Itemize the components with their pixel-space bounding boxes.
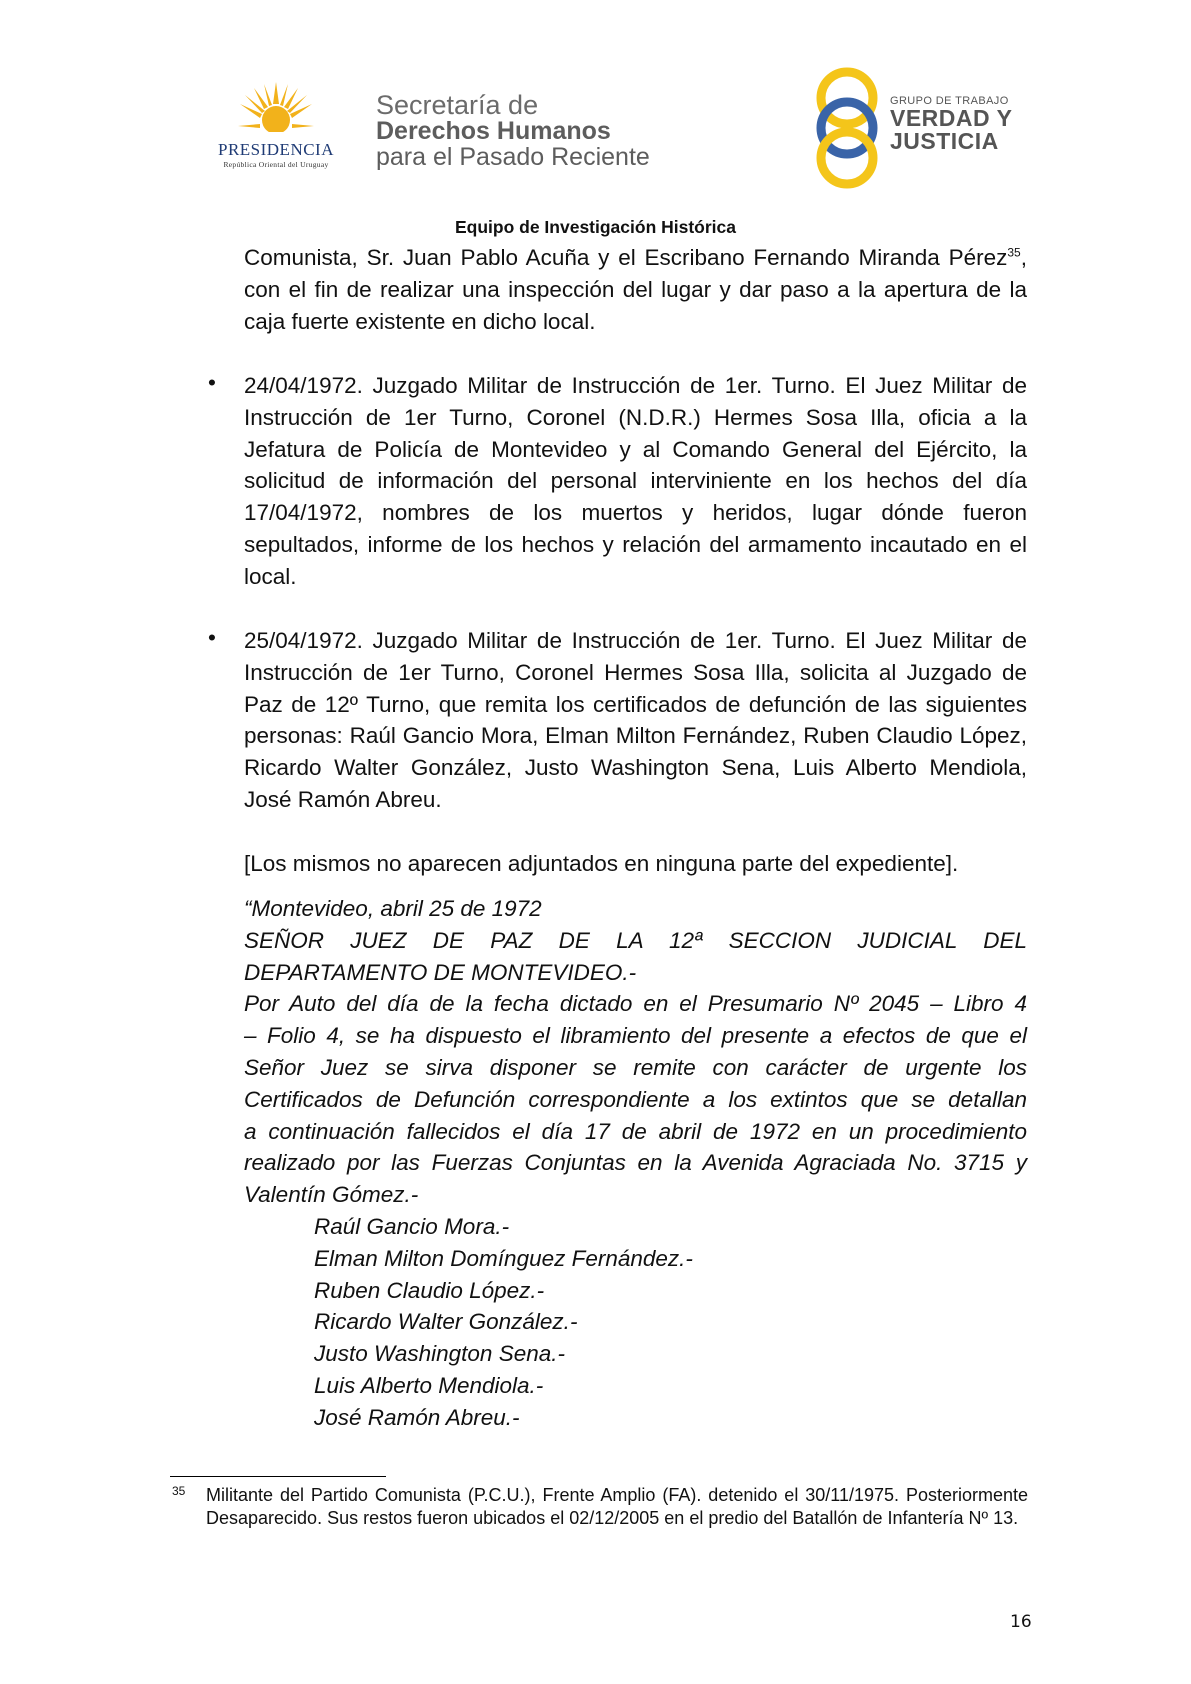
deceased-list — [314, 1211, 693, 1434]
presidencia-label: PRESIDENCIA — [217, 140, 334, 159]
note-paragraph: [Los mismos no aparecen adjuntados en ninguna parte del expediente]. — [244, 851, 959, 876]
list-item: Elman Milton Domínguez Fernández.- — [314, 1245, 693, 1271]
quote-addressee-line-2: DEPARTAMENTO DE MONTEVIDEO.- — [244, 959, 637, 985]
quoted-letter — [244, 893, 1027, 1211]
list-item: 25/04/1972. Juzgado Militar de Instrucción de 1er. Turno. El Juez Militar de Instrucción de 1er Turno, Coronel Hermes Sosa Illa, solicita al Juzgado de Paz de 12º Turno, que remita los certificados de defunción de las siguientes personas: Raúl Gancio Mora, Elman Milton Fernández, Ruben Claudio López, Ricardo Walter González, Justo Washington Sena, Luis Alberto Mendiola, José Ramón Abreu. — [244, 628, 1027, 812]
bullet-icon: • — [208, 370, 216, 395]
verdad-justicia-logo-text — [890, 95, 1012, 153]
intro-text-end: , con el fin de realizar una inspección del lugar y dar paso a la apertura de la caja fuerte existente en dicho local. — [244, 245, 1027, 334]
footnote-text: Militante del Partido Comunista (P.C.U.), Frente Amplio (FA). detenido el 30/11/1975. Posteriormente Desaparecido. Sus restos fueron ubicados el 02/12/2005 en el predio del Batallón de Infantería Nº 13. — [206, 1485, 1028, 1528]
secretaria-line-1: Secretaría de — [376, 90, 539, 120]
secretaria-title — [376, 92, 650, 170]
list-item: Ricardo Walter González.- — [314, 1309, 578, 1335]
list-item: Ruben Claudio López.- — [314, 1277, 545, 1303]
quote-line: Certificados de Defunción correspondiente a los extintos que se detallan — [244, 1086, 1027, 1112]
quote-line: Señor Juez se sirva disponer se remite con carácter de urgente los — [244, 1054, 1027, 1080]
list-item: Justo Washington Sena.- — [314, 1341, 565, 1367]
footnote-number: 35 — [172, 1484, 186, 1498]
page-header — [0, 0, 1191, 237]
list-item: Raúl Gancio Mora.- — [314, 1214, 510, 1239]
quote-addressee-line-1: SEÑOR JUEZ DE PAZ DE LA 12ª SECCION JUDICIAL DEL — [244, 927, 1027, 953]
intro-text: Comunista, Sr. Juan Pablo Acuña y el Escribano Fernando Miranda Pérez — [244, 245, 1008, 270]
list-item: José Ramón Abreu.- — [314, 1404, 520, 1430]
list-item: Luis Alberto Mendiola.- — [314, 1372, 544, 1398]
quote-line: a continuación fallecidos el día 17 de abril de 1972 en un procedimiento — [244, 1118, 1027, 1144]
secretaria-line-3: para el Pasado Reciente — [376, 143, 650, 171]
quote-date: “Montevideo, abril 25 de 1972 — [244, 896, 542, 921]
gvj-line-2: VERDAD Y — [890, 105, 1013, 131]
quote-line: realizado por las Fuerzas Conjuntas en la Avenida Agraciada No. 3715 y — [244, 1150, 1027, 1176]
verdad-justicia-rings-icon — [812, 66, 882, 190]
intro-paragraph — [244, 242, 1027, 337]
quote-last-line: Valentín Gómez.- — [244, 1182, 419, 1208]
footnote-separator — [170, 1476, 386, 1477]
presidencia-logo — [196, 80, 356, 180]
page-number: 16 — [1010, 1612, 1032, 1632]
list-item: 24/04/1972. Juzgado Militar de Instrucción de 1er. Turno. El Juez Militar de Instrucción de 1er Turno, Coronel (N.D.R.) Hermes Sosa Illa, oficia a la Jefatura de Policía de Montevideo y al Comando General del Ejército, la solicitud de información del personal interviniente en los hechos del día 17/04/1972, nombres de los muertos y heridos, lugar dónde fueron sepultados, informe de los hechos y relación del armamento incautado en el local. — [244, 373, 1027, 589]
presidencia-subtitle: República Oriental del Uruguay — [223, 160, 329, 169]
footnote-ref: 35 — [1007, 245, 1021, 260]
gvj-line-3: JUSTICIA — [890, 128, 999, 154]
team-title: Equipo de Investigación Histórica — [454, 217, 737, 237]
quote-line: Por Auto del día de la fecha dictado en el Presumario Nº 2045 – Libro 4 — [244, 991, 1027, 1017]
bullet-icon: • — [208, 625, 216, 650]
quote-line: – Folio 4, se ha dispuesto el libramiento del presente a efectos de que el — [244, 1023, 1027, 1049]
sun-icon — [238, 80, 314, 142]
gvj-line-1: GRUPO DE TRABAJO — [890, 95, 1009, 107]
secretaria-line-2: Derechos Humanos — [376, 117, 611, 145]
